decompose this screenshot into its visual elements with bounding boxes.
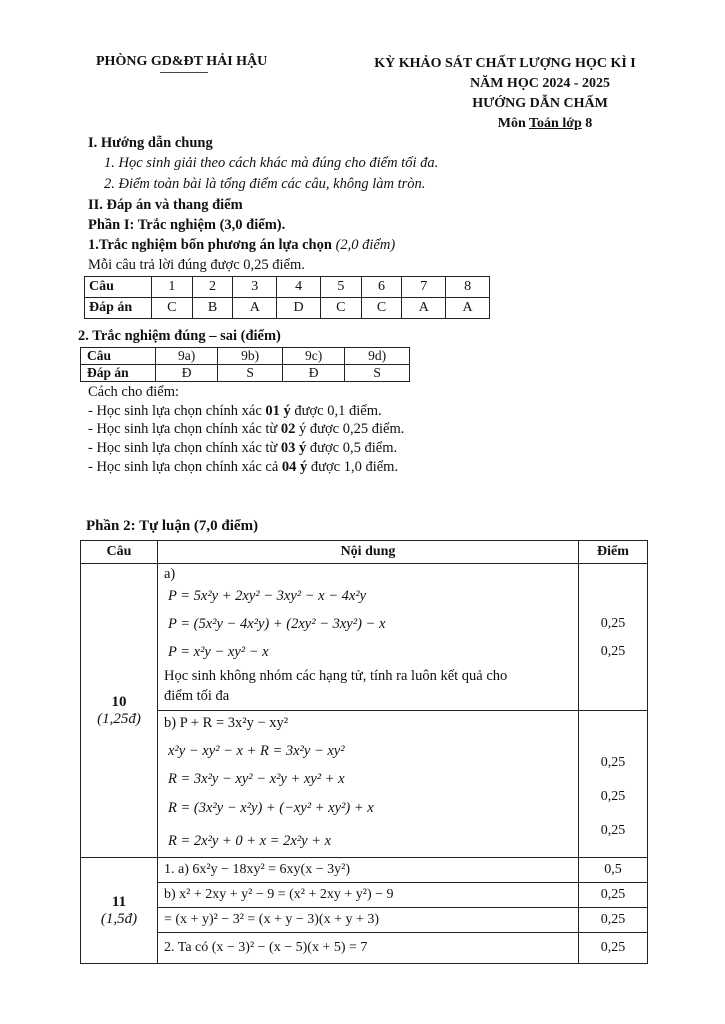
q11-r3-content: = (x + y)² − 3² = (x + y − 3)(x + y + 3) — [158, 908, 579, 933]
tf-title: 2. Trắc nghiệm đúng – sai (điểm) — [78, 328, 281, 344]
doc-type: HƯỚNG DẪN CHẤM — [472, 96, 608, 111]
q11-row2 — [81, 883, 648, 908]
score-rule-count: 03 ý — [280, 440, 307, 456]
mc-q: 3 — [233, 277, 277, 298]
mc-row-head: Câu — [85, 277, 152, 298]
q11-cell — [81, 858, 158, 964]
q10a-score2: 0,25 — [600, 644, 626, 659]
tf-a: S — [218, 365, 283, 382]
score-rule — [88, 459, 398, 476]
score-rule — [88, 440, 397, 457]
mc-answer-table — [84, 276, 490, 319]
mc-a: A — [446, 298, 490, 319]
mc-a: B — [192, 298, 233, 319]
q10a-content — [158, 564, 579, 711]
mc-question-row — [85, 277, 490, 298]
q10a-label: a) — [164, 566, 176, 582]
tf-answer-table — [80, 347, 410, 382]
mc-title-text: 1.Trắc nghiệm bốn phương án lựa chọn — [88, 237, 336, 253]
section1-title: I. Hướng dẫn chung — [88, 135, 213, 151]
score-rule-text: - Học sinh lựa chọn chính xác — [88, 403, 266, 419]
tf-q: 9a) — [156, 348, 218, 365]
q11-r2-score: 0,25 — [579, 883, 648, 908]
score-rule-count: 04 ý — [281, 459, 308, 475]
q10b-line1: b) P + R = 3x²y − xy² — [164, 715, 289, 731]
tf-a: S — [345, 365, 410, 382]
q11-row1 — [81, 858, 648, 883]
subject-prefix: Môn — [497, 116, 529, 131]
q10-number: 10 — [111, 693, 127, 710]
score-rule-text: - Học sinh lựa chọn chính xác cả — [88, 459, 282, 475]
q10b-row — [81, 711, 648, 858]
q11-r2-content: b) x² + 2xy + y² − 9 = (x² + 2xy + y²) − 9 — [158, 883, 579, 908]
header-divider — [160, 72, 208, 73]
score-rule-count: 01 ý — [265, 403, 291, 419]
score-rule-count: 02 — [280, 421, 296, 437]
mc-a: D — [277, 298, 321, 319]
score-rule-points: được 1,0 điểm. — [307, 459, 399, 475]
header-right — [360, 54, 650, 134]
score-rule — [88, 403, 382, 420]
q11-r3-score: 0,25 — [579, 908, 648, 933]
part2-title: Phần 2: Tự luận (7,0 điểm) — [86, 518, 259, 534]
col-cau: Câu — [81, 541, 158, 564]
subject-name: Toán lớp — [528, 116, 582, 131]
q11-r1-score: 0,5 — [579, 858, 648, 883]
q10b-score1: 0,25 — [600, 755, 626, 770]
mc-q: 8 — [446, 277, 490, 298]
q10a-line2: P = (5x²y − 4x²y) + (2xy² − 3xy²) − x — [168, 616, 386, 632]
tf-q: 9c) — [282, 348, 344, 365]
section1-item1: 1. Học sinh giải theo cách khác mà đúng cho điểm tối đa. — [104, 155, 439, 171]
q11-r4-content: 2. Ta có (x − 3)² − (x − 5)(x + 5) = 7 — [158, 933, 579, 964]
exam-title: KỲ KHẢO SÁT CHẤT LƯỢNG HỌC KÌ I — [374, 56, 636, 71]
col-content: Nội dung — [158, 541, 579, 564]
q10b-score — [579, 711, 648, 858]
mc-ans-head: Đáp án — [85, 298, 152, 319]
mc-a: A — [233, 298, 277, 319]
mc-q: 7 — [402, 277, 446, 298]
q10a-note2: điểm tối đa — [164, 688, 230, 704]
score-rule-points: được 0,5 điểm. — [306, 440, 398, 456]
mc-a: A — [402, 298, 446, 319]
q10b-line4: R = (3x²y − x²y) + (−xy² + xy²) + x — [168, 800, 374, 816]
score-title: Cách cho điểm: — [88, 384, 180, 400]
subject — [440, 114, 650, 134]
q10b-line5: R = 2x²y + 0 + x = 2x²y + x — [168, 833, 332, 849]
section2-title: II. Đáp án và thang điểm — [88, 197, 243, 213]
section1-item2: 2. Điểm toàn bài là tổng điểm các câu, không làm tròn. — [104, 176, 426, 192]
tf-q: 9b) — [218, 348, 283, 365]
q11-row3 — [81, 908, 648, 933]
q11-r4-score: 0,25 — [579, 933, 648, 964]
q10a-row — [81, 564, 648, 711]
tf-question-row — [81, 348, 410, 365]
tf-ans-head: Đáp án — [81, 365, 156, 382]
subject-grade: 8 — [581, 116, 593, 131]
mc-a: C — [320, 298, 361, 319]
q10a-line1: P = 5x²y + 2xy² − 3xy² − x − 4x²y — [168, 588, 367, 604]
tf-answer-row — [81, 365, 410, 382]
mc-q: 4 — [277, 277, 321, 298]
q10-points: (1,25đ) — [97, 710, 141, 727]
tf-a: Đ — [282, 365, 344, 382]
tf-a: Đ — [156, 365, 218, 382]
q10-cell — [81, 564, 158, 858]
mc-answer-row — [85, 298, 490, 319]
mc-q: 1 — [152, 277, 193, 298]
mc-title-points: (2,0 điểm) — [335, 237, 396, 253]
q10b-line2: x²y − xy² − x + R = 3x²y − xy² — [168, 743, 345, 759]
mc-a: C — [152, 298, 193, 319]
q10b-content — [158, 711, 579, 858]
essay-table — [80, 540, 648, 964]
q10a-score — [579, 564, 648, 711]
q10b-line3: R = 3x²y − xy² − x²y + xy² + x — [168, 771, 345, 787]
mc-a: C — [361, 298, 402, 319]
part1-title: Phần I: Trắc nghiệm (3,0 điểm). — [88, 217, 286, 233]
q10b-score3: 0,25 — [600, 823, 626, 838]
mc-q: 2 — [192, 277, 233, 298]
col-score: Điểm — [579, 541, 648, 564]
score-rule-text: - Học sinh lựa chọn chính xác từ — [88, 421, 281, 437]
q10b-score2: 0,25 — [600, 789, 626, 804]
q10a-score1: 0,25 — [600, 616, 626, 631]
score-rule-points: được 0,1 điểm. — [290, 403, 382, 419]
q11-r1-content: 1. a) 6x²y − 18xy² = 6xy(x − 3y²) — [158, 858, 579, 883]
q10a-line3: P = x²y − xy² − x — [168, 644, 269, 660]
q11-number: 11 — [111, 893, 127, 910]
tf-q: 9d) — [345, 348, 410, 365]
score-rule — [88, 421, 404, 438]
mc-q: 5 — [320, 277, 361, 298]
q11-points: (1,5đ) — [100, 910, 138, 927]
q11-row4 — [81, 933, 648, 964]
mc-note: Mỗi câu trả lời đúng được 0,25 điểm. — [88, 257, 305, 273]
tf-row-head: Câu — [81, 348, 156, 365]
mc-title — [88, 237, 395, 254]
essay-header-row — [81, 541, 648, 564]
mc-q: 6 — [361, 277, 402, 298]
score-rule-text: - Học sinh lựa chọn chính xác từ — [88, 440, 281, 456]
header-left: PHÒNG GD&ĐT HẢI HẬU — [96, 54, 268, 69]
q10a-note1: Học sinh không nhóm các hạng tử, tính ra luôn kết quả cho — [164, 668, 508, 684]
school-year: NĂM HỌC 2024 - 2025 — [470, 76, 610, 91]
score-rule-points: ý được 0,25 điểm. — [295, 421, 405, 437]
